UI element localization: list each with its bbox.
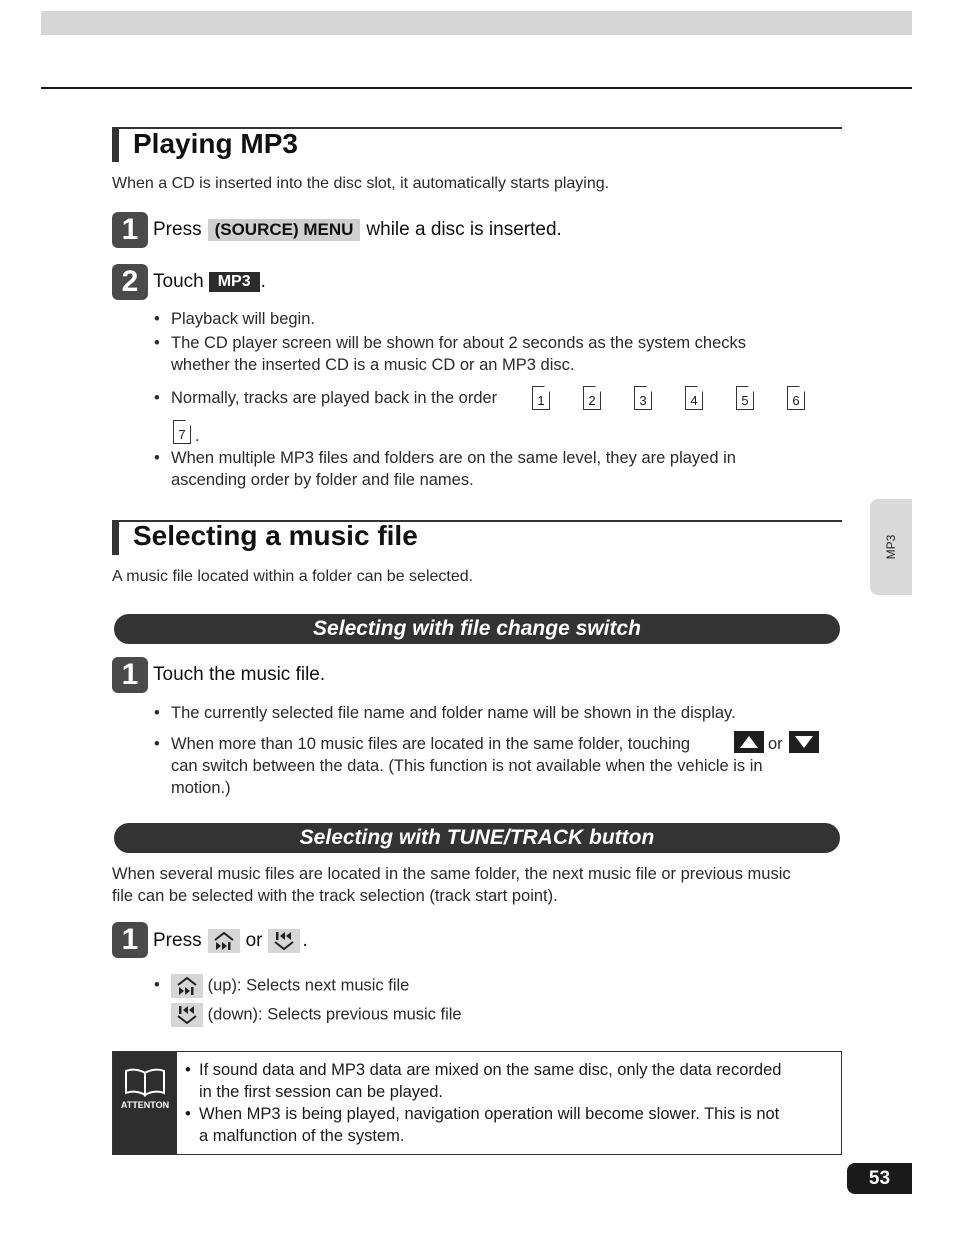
triangle-down-icon bbox=[789, 731, 819, 753]
track-file-icon: 1 bbox=[532, 386, 550, 410]
track-down-icon bbox=[268, 929, 300, 953]
section-marker bbox=[112, 521, 119, 555]
attention-icon-panel bbox=[113, 1052, 177, 1154]
or-text: or bbox=[768, 735, 783, 753]
step-number: 2 bbox=[112, 264, 148, 300]
bullet-item bbox=[171, 1003, 462, 1027]
header-rule bbox=[41, 87, 912, 89]
subsection-header: Selecting with file change switch bbox=[114, 614, 840, 644]
intro-line: When several music files are located in the same folder, the next music file or previous music bbox=[112, 865, 791, 883]
section-title-playing-mp3: Playing MP3 bbox=[133, 128, 298, 159]
track-up-icon bbox=[208, 929, 240, 953]
step-text-pre: Touch bbox=[153, 271, 204, 292]
bullet-text: When more than 10 music files are located in the same folder, touching bbox=[171, 735, 691, 753]
track-file-icon: 4 bbox=[685, 386, 703, 410]
bullet-text: (down): Selects previous music file bbox=[207, 1005, 462, 1024]
subsection-header: Selecting with TUNE/TRACK button bbox=[114, 823, 840, 853]
intro-line: file can be selected with the track selection (track start point). bbox=[112, 887, 558, 905]
bullet-item: • The CD player screen will be shown for about 2 seconds as the system checks whether the inserted CD is a music CD or an MP3 disc. bbox=[154, 334, 747, 374]
subsection-intro bbox=[112, 863, 791, 907]
attention-text: in the first session can be played. bbox=[199, 1083, 443, 1101]
section-marker bbox=[112, 128, 119, 162]
attention-box bbox=[112, 1051, 842, 1155]
bullet-item bbox=[171, 755, 763, 799]
bullet-end: . bbox=[195, 427, 200, 445]
mp3-key: MP3 bbox=[209, 272, 260, 292]
step-text bbox=[153, 929, 308, 953]
bullet-item: • (up): Selects next music file bbox=[171, 974, 409, 998]
track-file-icon: 6 bbox=[787, 386, 805, 410]
attention-label: ATTENTON bbox=[120, 1100, 170, 1110]
track-file-icon: 3 bbox=[634, 386, 652, 410]
step-text-post: . bbox=[302, 930, 308, 951]
side-tab bbox=[870, 499, 912, 595]
bullet-text: Normally, tracks are played back in the order bbox=[171, 389, 498, 407]
side-tab-label: MP3 bbox=[884, 534, 898, 560]
track-up-icon bbox=[171, 974, 203, 998]
attention-item: • When MP3 is being played, navigation operation will become slower. This is not a malfunction of the system. bbox=[185, 1105, 780, 1145]
track-down-icon bbox=[171, 1003, 203, 1027]
bullet-item: • The currently selected file name and folder name will be shown in the display. bbox=[154, 704, 736, 722]
page-number: 53 bbox=[847, 1163, 912, 1194]
track-file-icon: 5 bbox=[736, 386, 754, 410]
attention-text: If sound data and MP3 data are mixed on the same disc, only the data recorded bbox=[199, 1061, 782, 1079]
bullet-item: • When multiple MP3 files and folders are on the same level, they are played in ascending order by folder and file names. bbox=[154, 449, 736, 489]
bullet-text: The currently selected file name and folder name will be shown in the display. bbox=[171, 704, 736, 722]
triangle-up-icon bbox=[734, 731, 764, 753]
step-text-post: while a disc is inserted. bbox=[366, 219, 562, 240]
book-icon bbox=[123, 1067, 167, 1102]
bullet-text: Playback will begin. bbox=[171, 310, 315, 328]
step-text bbox=[153, 271, 266, 293]
bullet-item: • Playback will begin. bbox=[154, 310, 315, 328]
or-text: or bbox=[245, 930, 263, 951]
bullet-text: (up): Selects next music file bbox=[207, 976, 410, 995]
bullet-text: ascending order by folder and file names. bbox=[171, 471, 474, 489]
section-intro: When a CD is inserted into the disc slot, it automatically starts playing. bbox=[112, 175, 610, 192]
header-bar bbox=[41, 11, 912, 35]
bullet-text: The CD player screen will be shown for about 2 seconds as the system checks bbox=[171, 334, 747, 352]
step-text-pre: Press bbox=[153, 930, 202, 951]
section-intro: A music file located within a folder can be selected. bbox=[112, 568, 474, 585]
attention-text: When MP3 is being played, navigation operation will become slower. This is not bbox=[199, 1105, 780, 1123]
step-number: 1 bbox=[112, 657, 148, 693]
bullet-item: • Normally, tracks are played back in the order bbox=[154, 389, 498, 407]
step-number: 1 bbox=[112, 212, 148, 248]
step-text-pre: Press bbox=[153, 219, 202, 240]
track-file-icon: 2 bbox=[583, 386, 601, 410]
step-text: Touch the music file. bbox=[153, 664, 326, 685]
attention-text: a malfunction of the system. bbox=[199, 1127, 405, 1145]
bullet-item: • When more than 10 music files are located in the same folder, touching bbox=[154, 735, 691, 753]
track-file-icon: 7 bbox=[173, 420, 191, 444]
bullet-text: motion.) bbox=[171, 779, 231, 797]
section-title-selecting: Selecting a music file bbox=[133, 520, 418, 551]
step-text bbox=[153, 219, 562, 241]
step-text-post: . bbox=[260, 271, 266, 292]
bullet-text: can switch between the data. (This function is not available when the vehicle is in bbox=[171, 757, 763, 775]
source-menu-key: (SOURCE) MENU bbox=[208, 219, 361, 241]
bullet-text: whether the inserted CD is a music CD or an MP3 disc. bbox=[171, 356, 575, 374]
step-number: 1 bbox=[112, 922, 148, 958]
attention-item: • If sound data and MP3 data are mixed on the same disc, only the data recorded in the first session can be played. bbox=[185, 1061, 782, 1101]
bullet-text: When multiple MP3 files and folders are on the same level, they are played in bbox=[171, 449, 736, 467]
